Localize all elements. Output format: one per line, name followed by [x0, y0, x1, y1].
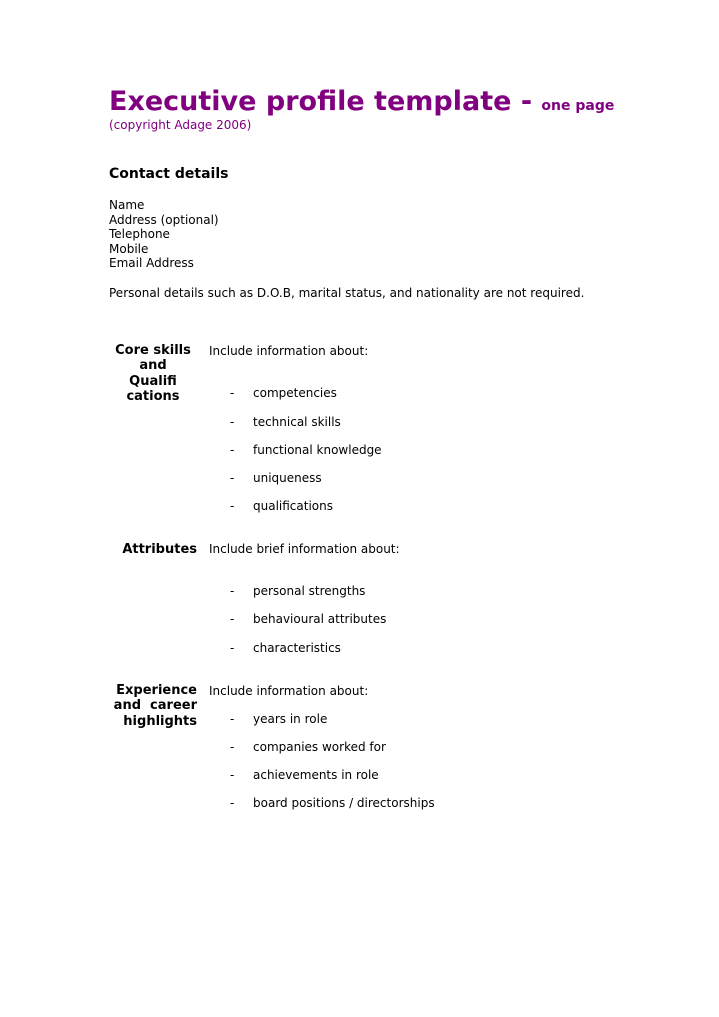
bullet-dash: -: [230, 584, 235, 598]
list-item-text: years in role: [253, 712, 328, 726]
list-item: [230, 612, 386, 627]
bullet-dash: -: [230, 386, 235, 400]
list-item: [230, 471, 322, 486]
section-label-experience: [109, 683, 197, 729]
list-item: [230, 443, 382, 458]
label-line: cations: [126, 388, 180, 404]
label-line: highlights: [123, 713, 197, 729]
contact-line: Name: [109, 198, 145, 212]
section-intro: Include brief information about:: [209, 542, 400, 556]
section-label-attributes: [109, 542, 197, 557]
list-item-text: functional knowledge: [253, 443, 382, 457]
contact-line: Telephone: [109, 227, 170, 241]
list-item-text: behavioural attributes: [253, 612, 387, 626]
title-subtitle: one page: [541, 98, 615, 114]
list-item: [230, 796, 435, 811]
bullet-dash: -: [230, 415, 235, 429]
section-intro: Include information about:: [209, 344, 369, 358]
bullet-dash: -: [230, 612, 235, 626]
bullet-dash: -: [230, 499, 235, 513]
bullet-dash: -: [230, 768, 235, 782]
label-line: and career: [113, 698, 197, 714]
list-item-text: technical skills: [253, 415, 341, 429]
bullet-dash: -: [230, 712, 235, 726]
contact-line: Email Address: [109, 256, 194, 270]
list-item: [230, 499, 333, 514]
list-item-text: qualifications: [253, 499, 333, 513]
contact-line: Address (optional): [109, 212, 219, 227]
list-item: [230, 712, 327, 727]
list-item-text: characteristics: [253, 641, 341, 655]
label-line: Attributes: [122, 542, 197, 557]
label-line: Qualifi: [129, 373, 177, 389]
bullet-dash: -: [230, 443, 235, 457]
list-item: [230, 415, 341, 430]
page-title: [109, 86, 614, 122]
list-item-text: achievements in role: [253, 768, 379, 782]
personal-details-note: Personal details such as D.O.B, marital status, and nationality are not required.: [109, 286, 585, 300]
label-line: Core skills: [115, 343, 191, 358]
title-main: Executive profile template -: [109, 86, 542, 117]
list-item: [230, 641, 341, 656]
list-item-text: competencies: [253, 386, 337, 400]
list-item-text: personal strengths: [253, 584, 366, 598]
copyright-note: (copyright Adage 2006): [109, 118, 252, 132]
list-item-text: companies worked for: [253, 740, 386, 754]
bullet-dash: -: [230, 641, 235, 655]
list-item: [230, 768, 379, 783]
contact-list: [109, 198, 219, 271]
label-line: Experience: [116, 683, 197, 698]
list-item: [230, 386, 337, 401]
list-item-text: uniqueness: [253, 471, 322, 485]
label-line: and: [139, 358, 167, 374]
section-label-core-skills: [109, 343, 197, 404]
list-item-text: board positions / directorships: [253, 796, 435, 810]
list-item: [230, 740, 386, 755]
contact-heading: Contact details: [109, 166, 229, 182]
contact-line: Mobile: [109, 241, 149, 256]
list-item: [230, 584, 365, 599]
bullet-dash: -: [230, 796, 235, 810]
bullet-dash: -: [230, 740, 235, 754]
section-intro: Include information about:: [209, 684, 369, 698]
bullet-dash: -: [230, 471, 235, 485]
